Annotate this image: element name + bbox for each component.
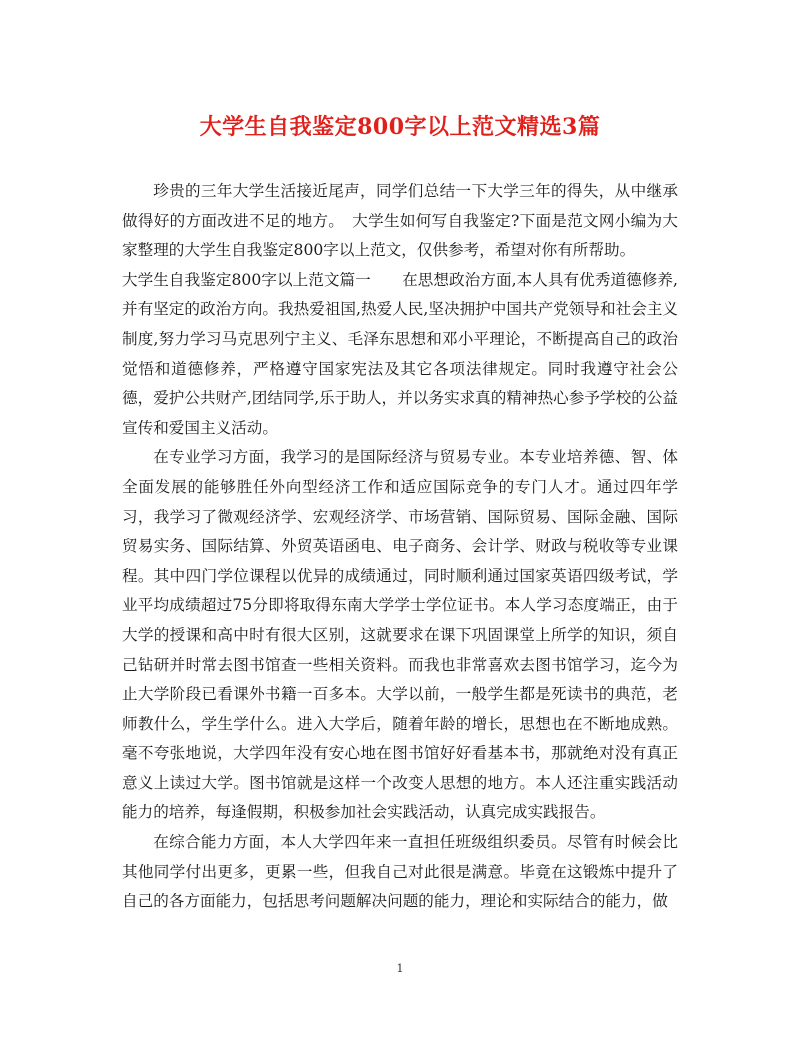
page-number: 1 (396, 962, 404, 975)
document-title: 大学生自我鉴定800字以上范文精选3篇 (199, 114, 601, 140)
section-one-paragraph: 大学生自我鉴定800字以上范文篇一 在思想政治方面,本人具有优秀道德修养,并有坚定的政治方向。我热爱祖国,热爱人民,坚决拥护中国共产党领导和社会主义制度,努力学习马克思列宁主义、毛泽东思想和邓小平理论，不断提高自己的政治觉悟和道德修养，严格遵守国家宪法及其它各项法律规定。同时我遵守社会公德，爱护公共财产,团结同学,乐于助人，并以务实求真的精神热心参予学校的公益宣传和爱国主义活动。 (122, 270, 678, 437)
intro-paragraph: 珍贵的三年大学生活接近尾声，同学们总结一下大学三年的得失，从中继承做得好的方面改进不足的地方。 大学生如何写自我鉴定?下面是范文网小编为大家整理的大学生自我鉴定800字以上范文，仅供参考，希望对你有所帮助。 (122, 182, 678, 260)
professional-study-paragraph: 在专业学习方面，我学习的是国际经济与贸易专业。本专业培养德、智、体全面发展的能够胜任外向型经济工作和适应国际竞争的专门人才。通过四年学习，我学习了微观经济学、宏观经济学、市场营销、国际贸易、国际金融、国际贸易实务、国际结算、外贸英语函电、电子商务、会计学、财政与税收等专业课程。其中四门学位课程以优异的成绩通过，同时顺利通过国家英语四级考试，学业平均成绩超过75分即将取得东南大学学士学位证书。本人学习态度端正，由于大学的授课和高中时有很大区别，这就要求在课下巩固课堂上所学的知识，须自己钻研并时常去图书馆查一些相关资料。而我也非常喜欢去图书馆学习，迄今为止大学阶段已看课外书籍一百多本。大学以前，一般学生都是死读书的典范，老师教什么，学生学什么。进入大学后，随着年龄的增长，思想也在不断地成熟。毫不夸张地说，大学四年没有安心地在图书馆好好看基本书，那就绝对没有真正意义上读过大学。图书馆就是这样一个改变人思想的地方。本人还注重实践活动能力的培养，每逢假期，积极参加社会实践活动，认真完成实践报告。 (122, 448, 678, 822)
comprehensive-ability-paragraph: 在综合能力方面，本人大学四年来一直担任班级组织委员。尽管有时候会比其他同学付出更多，更累一些，但我自己对此很是满意。毕竟在这锻炼中提升了自己的各方面能力，包括思考问题解决问题的能力，理论和实际结合的能力，做 (122, 833, 678, 911)
document-body (122, 177, 678, 917)
